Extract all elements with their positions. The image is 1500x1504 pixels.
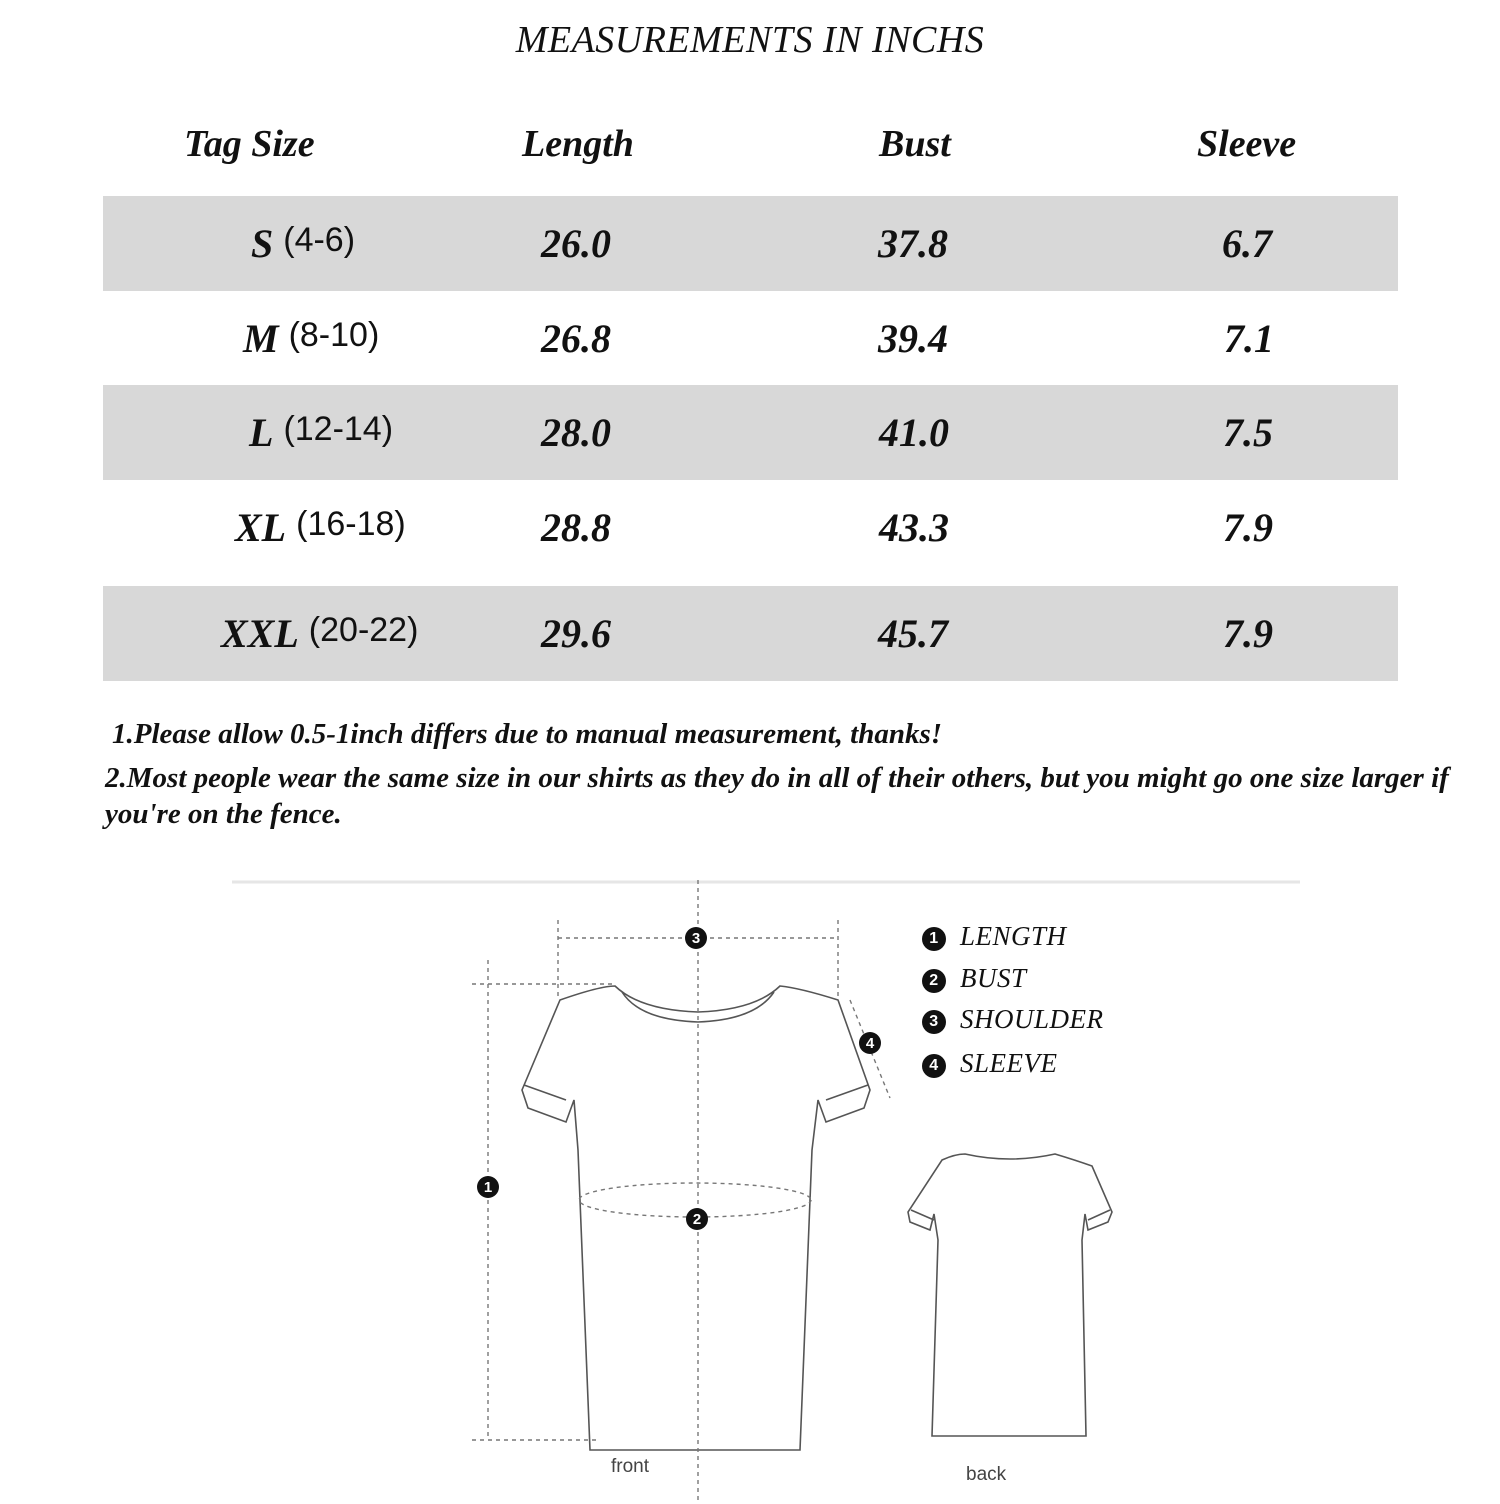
marker-1-text: 1 xyxy=(483,1179,493,1196)
bust-cell: 45.7 xyxy=(878,611,948,656)
legend-length xyxy=(922,921,1067,952)
size-range: (4-6) xyxy=(283,221,356,259)
marker-3-text: 3 xyxy=(691,930,701,947)
marker-4-text: 4 xyxy=(865,1035,875,1052)
legend-label: LENGTH xyxy=(960,921,1067,951)
legend-label: SLEEVE xyxy=(960,1048,1058,1078)
tshirt-diagram-svg xyxy=(0,860,1500,1500)
size-letter: M xyxy=(243,316,279,361)
note-2: 2.Most people wear the same size in our shirts as they do in all of their others, but you might go one size larger if you're on the fence. xyxy=(105,762,1449,830)
header-sleeve: Sleeve xyxy=(1197,123,1297,165)
size-letter: XXL xyxy=(221,611,299,656)
table-row xyxy=(103,291,1398,386)
size-range: (12-14) xyxy=(283,410,394,448)
sleeve-cell: 6.7 xyxy=(1222,221,1272,266)
length-cell: 26.0 xyxy=(541,221,611,266)
sleeve-cell: 7.5 xyxy=(1223,410,1273,455)
legend-label: SHOULDER xyxy=(960,1004,1104,1034)
legend-bust xyxy=(922,963,1027,994)
size-letter: L xyxy=(249,410,274,455)
bust-cell: 39.4 xyxy=(878,316,948,361)
tag-size-cell xyxy=(235,480,406,575)
size-letter: XL xyxy=(235,505,287,550)
table-row xyxy=(103,385,1398,480)
tag-size-cell xyxy=(251,196,355,291)
legend-sleeve xyxy=(922,1048,1058,1079)
tag-size-cell xyxy=(243,291,379,386)
length-cell: 28.0 xyxy=(541,410,611,455)
tag-size-cell xyxy=(221,586,418,681)
length-cell: 28.8 xyxy=(541,505,611,550)
chart-title: MEASUREMENTS IN INCHS xyxy=(515,19,985,61)
table-row xyxy=(103,586,1398,681)
bust-cell: 43.3 xyxy=(879,505,949,550)
table-row xyxy=(103,196,1398,291)
bust-cell: 41.0 xyxy=(879,410,949,455)
table-row xyxy=(103,480,1398,575)
marker-2-text: 2 xyxy=(692,1211,702,1228)
measure-guides xyxy=(472,880,890,1500)
header-tag-size: Tag Size xyxy=(184,123,315,165)
size-range: (8-10) xyxy=(288,316,380,354)
sleeve-cell: 7.9 xyxy=(1223,611,1273,656)
length-cell: 26.8 xyxy=(541,316,611,361)
size-letter: S xyxy=(251,221,274,266)
tag-size-cell xyxy=(249,385,393,480)
note-1: 1.Please allow 0.5-1inch differs due to manual measurement, thanks! xyxy=(112,718,943,750)
header-bust: Bust xyxy=(879,123,951,165)
back-shirt xyxy=(908,1154,1112,1436)
back-label: back xyxy=(966,1464,1007,1485)
front-label: front xyxy=(611,1456,650,1477)
sleeve-cell: 7.9 xyxy=(1223,505,1273,550)
measurement-diagram xyxy=(0,860,1500,1500)
size-range: (20-22) xyxy=(308,611,419,649)
legend-shoulder xyxy=(922,1004,1104,1035)
length-cell: 29.6 xyxy=(541,611,611,656)
legend-4-icon: 4 xyxy=(922,1054,946,1078)
legend-2-icon: 2 xyxy=(922,969,946,993)
legend-1-icon: 1 xyxy=(922,927,946,951)
legend-3-icon: 3 xyxy=(922,1010,946,1034)
header-length: Length xyxy=(522,123,634,165)
size-range: (16-18) xyxy=(296,505,406,543)
sleeve-cell: 7.1 xyxy=(1224,316,1274,361)
legend-label: BUST xyxy=(960,963,1027,993)
number-markers xyxy=(477,927,881,1230)
bust-cell: 37.8 xyxy=(878,221,948,266)
